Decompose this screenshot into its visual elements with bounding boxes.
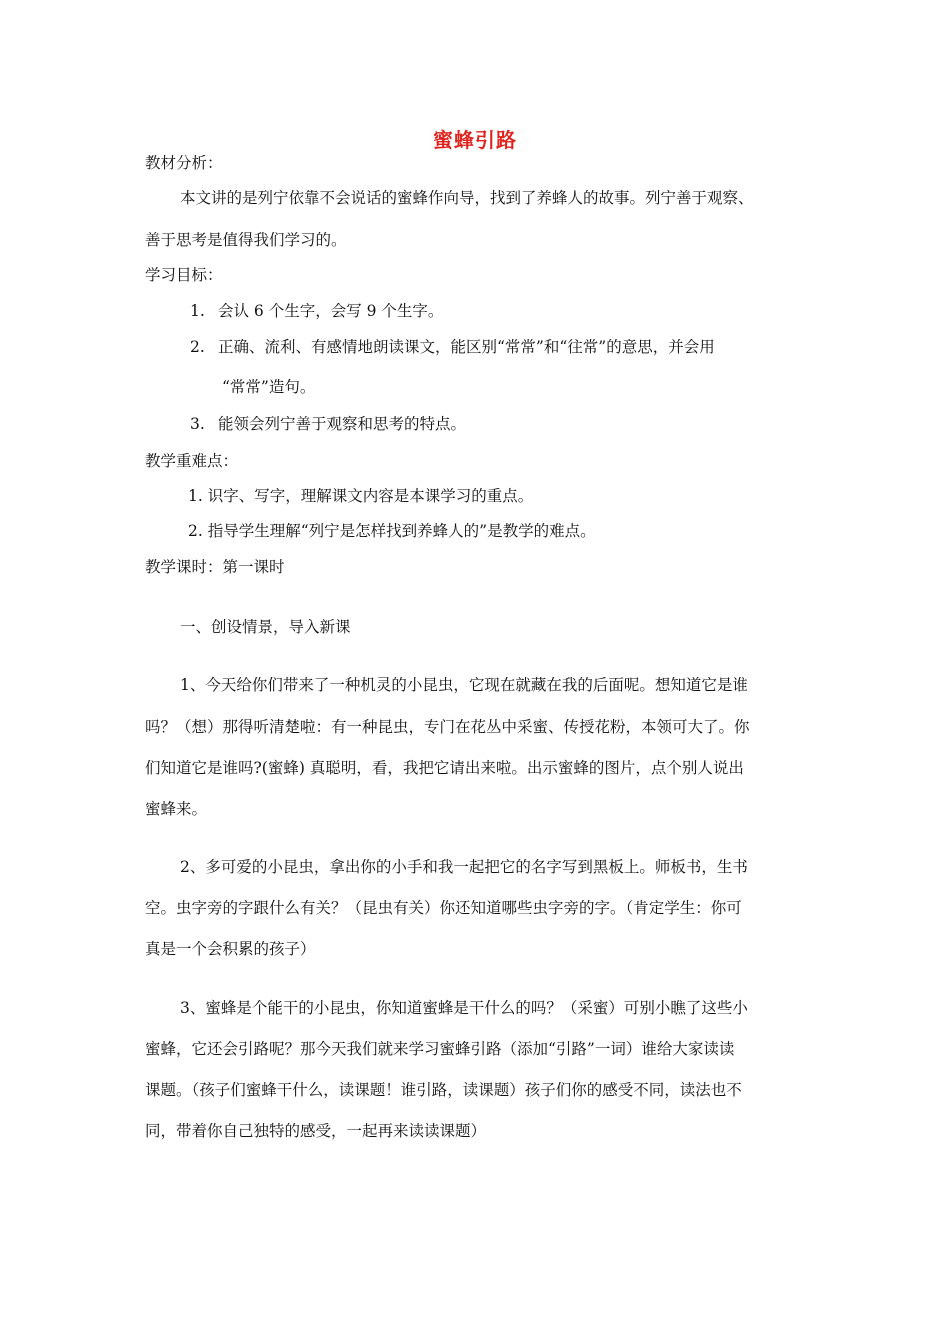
step-heading: 一、创设情景，导入新课 xyxy=(180,618,351,636)
key-point: 1. 识字、写字，理解课文内容是本课学习的重点。 xyxy=(188,487,534,505)
goal-number: 3. xyxy=(190,415,205,433)
goal-text: 会认 6 个生字，会写 9 个生字。 xyxy=(218,302,444,320)
key-points-heading: 教学重难点： xyxy=(145,452,239,470)
goal-item xyxy=(190,300,443,322)
goal-text: 能领会列宁善于观察和思考的特点。 xyxy=(218,415,467,433)
analysis-paragraph-line: 善于思考是值得我们学习的。 xyxy=(145,231,347,249)
goals-heading: 学习目标： xyxy=(145,266,223,284)
paragraph-line: 3、蜜蜂是个能干的小昆虫，你知道蜜蜂是干什么的吗？（采蜜）可别小瞧了这些小 xyxy=(180,999,748,1017)
goal-number: 2. xyxy=(190,338,205,356)
paragraph-line: 课题。（孩子们蜜蜂干什么，读课题！谁引路，读课题）孩子们你的感受不同，读法也不 xyxy=(145,1081,742,1099)
key-point: 2. 指导学生理解“列宁是怎样找到养蜂人的”是教学的难点。 xyxy=(188,522,596,540)
document-title: 蜜蜂引路 xyxy=(433,128,517,152)
paragraph-line: 同，带着你自己独特的感受，一起再来读读课题） xyxy=(145,1122,487,1140)
paragraph-line: 2、多可爱的小昆虫，拿出你的小手和我一起把它的名字写到黑板上。师板书，生书 xyxy=(180,858,748,876)
analysis-paragraph-line: 本文讲的是列宁依靠不会说话的蜜蜂作向导，找到了养蜂人的故事。列宁善于观察、 xyxy=(180,189,754,207)
period-line: 教学课时：第一课时 xyxy=(145,558,285,576)
goal-number: 1. xyxy=(190,302,205,320)
paragraph-line: 们知道它是谁吗?(蜜蜂) 真聪明，看，我把它请出来啦。出示蜜蜂的图片，点个别人说出 xyxy=(145,759,744,777)
paragraph-line: 空。虫字旁的字跟什么有关？（昆虫有关）你还知道哪些虫字旁的字。（肯定学生：你可 xyxy=(145,899,742,917)
goal-item xyxy=(190,336,715,358)
paragraph-line: 蜜蜂来。 xyxy=(145,800,208,818)
goal-item xyxy=(190,413,466,435)
goal-continuation: “常常”造句。 xyxy=(222,378,316,396)
goal-text: 正确、流利、有感情地朗读课文，能区别“常常”和“往常”的意思，并会用 xyxy=(218,338,715,356)
paragraph-line: 1、今天给你们带来了一种机灵的小昆虫，它现在就藏在我的后面呢。想知道它是谁 xyxy=(180,676,748,694)
paragraph-line: 吗？（想）那得听清楚啦：有一种昆虫，专门在花丛中采蜜、传授花粉，本领可大了。你 xyxy=(145,718,750,736)
paragraph-line: 蜜蜂，它还会引路呢？那今天我们就来学习蜜蜂引路（添加“引路”一词）谁给大家读读 xyxy=(145,1040,735,1058)
paragraph-line: 真是一个会积累的孩子） xyxy=(145,940,316,958)
analysis-heading: 教材分析： xyxy=(145,154,223,172)
